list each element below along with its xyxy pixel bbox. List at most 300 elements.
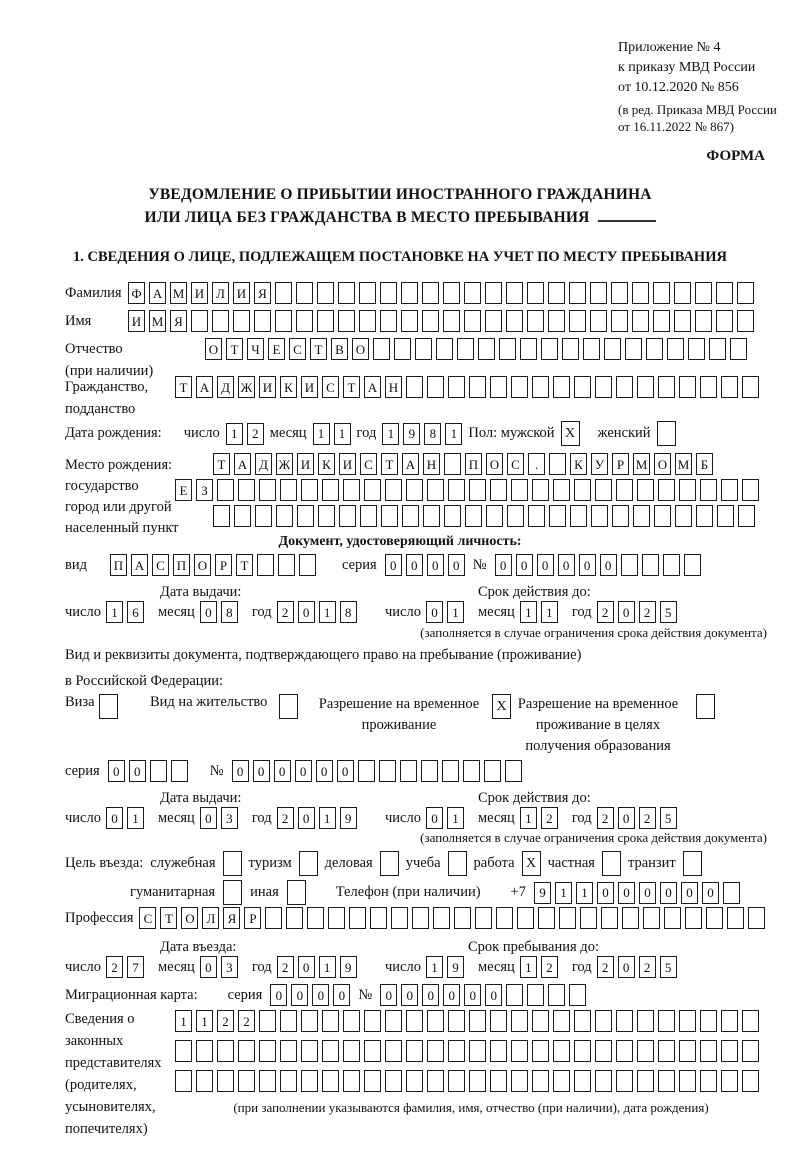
char-cell[interactable]: [663, 554, 680, 576]
char-cell[interactable]: [380, 310, 397, 332]
char-cell[interactable]: 1: [382, 423, 399, 445]
char-cell[interactable]: [595, 1040, 612, 1062]
char-cell[interactable]: [469, 1070, 486, 1092]
char-cell[interactable]: [401, 310, 418, 332]
char-cell[interactable]: [511, 1010, 528, 1032]
char-cell[interactable]: 0: [295, 760, 312, 782]
char-cell[interactable]: [359, 282, 376, 304]
char-cell[interactable]: 2: [217, 1010, 234, 1032]
char-cell[interactable]: [370, 907, 387, 929]
char-cell[interactable]: 0: [274, 760, 291, 782]
char-cell[interactable]: [196, 1040, 213, 1062]
char-cell[interactable]: 0: [660, 882, 677, 904]
char-cell[interactable]: [464, 310, 481, 332]
char-cell[interactable]: [721, 479, 738, 501]
char-cell[interactable]: [276, 505, 293, 527]
char-cell[interactable]: [737, 282, 754, 304]
char-cell[interactable]: [511, 1040, 528, 1062]
char-cell[interactable]: [532, 1070, 549, 1092]
char-cell[interactable]: [696, 505, 713, 527]
char-cell[interactable]: 0: [618, 601, 635, 623]
char-cell[interactable]: [574, 376, 591, 398]
char-cell[interactable]: [532, 1010, 549, 1032]
char-cell[interactable]: [490, 479, 507, 501]
char-cell[interactable]: 2: [277, 956, 294, 978]
char-cell[interactable]: [602, 851, 621, 876]
char-cell[interactable]: [391, 907, 408, 929]
char-cell[interactable]: [553, 1010, 570, 1032]
char-cell[interactable]: 3: [221, 807, 238, 829]
char-cell[interactable]: А: [402, 453, 419, 475]
char-cell[interactable]: [406, 376, 423, 398]
char-cell[interactable]: [343, 1070, 360, 1092]
char-cell[interactable]: [616, 1040, 633, 1062]
char-cell[interactable]: 2: [597, 601, 614, 623]
char-cell[interactable]: [674, 282, 691, 304]
char-cell[interactable]: [559, 907, 576, 929]
char-cell[interactable]: [338, 310, 355, 332]
char-cell[interactable]: 0: [200, 601, 217, 623]
char-cell[interactable]: [706, 907, 723, 929]
char-cell[interactable]: 0: [464, 984, 481, 1006]
char-cell[interactable]: [343, 1010, 360, 1032]
char-cell[interactable]: 0: [108, 760, 125, 782]
char-cell[interactable]: 0: [270, 984, 287, 1006]
char-cell[interactable]: [359, 310, 376, 332]
char-cell[interactable]: 2: [597, 956, 614, 978]
char-cell[interactable]: [637, 1070, 654, 1092]
char-cell[interactable]: [301, 1040, 318, 1062]
char-cell[interactable]: [742, 479, 759, 501]
char-cell[interactable]: [465, 505, 482, 527]
char-cell[interactable]: Я: [254, 282, 271, 304]
char-cell[interactable]: Т: [160, 907, 177, 929]
char-cell[interactable]: [548, 310, 565, 332]
char-cell[interactable]: 8: [221, 601, 238, 623]
char-cell[interactable]: [317, 282, 334, 304]
char-cell[interactable]: [402, 505, 419, 527]
char-cell[interactable]: [364, 479, 381, 501]
char-cell[interactable]: Т: [381, 453, 398, 475]
char-cell[interactable]: [296, 310, 313, 332]
char-cell[interactable]: [700, 376, 717, 398]
char-cell[interactable]: 5: [660, 601, 677, 623]
char-cell[interactable]: [727, 907, 744, 929]
char-cell[interactable]: Л: [212, 282, 229, 304]
char-cell[interactable]: Т: [236, 554, 253, 576]
char-cell[interactable]: [322, 1040, 339, 1062]
char-cell[interactable]: 3: [221, 956, 238, 978]
char-cell[interactable]: [532, 376, 549, 398]
char-cell[interactable]: 1: [520, 807, 537, 829]
char-cell[interactable]: [275, 310, 292, 332]
char-cell[interactable]: 2: [277, 601, 294, 623]
char-cell[interactable]: И: [128, 310, 145, 332]
char-cell[interactable]: [379, 760, 396, 782]
char-cell[interactable]: К: [280, 376, 297, 398]
char-cell[interactable]: [541, 338, 558, 360]
char-cell[interactable]: [299, 851, 318, 876]
char-cell[interactable]: Р: [215, 554, 232, 576]
char-cell[interactable]: [748, 907, 765, 929]
char-cell[interactable]: [553, 479, 570, 501]
char-cell[interactable]: 0: [200, 807, 217, 829]
char-cell[interactable]: [723, 882, 740, 904]
char-cell[interactable]: 0: [426, 807, 443, 829]
char-cell[interactable]: [574, 1070, 591, 1092]
char-cell[interactable]: 0: [618, 956, 635, 978]
char-cell[interactable]: [343, 479, 360, 501]
char-cell[interactable]: [730, 338, 747, 360]
char-cell[interactable]: Т: [175, 376, 192, 398]
char-cell[interactable]: [511, 479, 528, 501]
char-cell[interactable]: С: [139, 907, 156, 929]
char-cell[interactable]: [490, 1070, 507, 1092]
char-cell[interactable]: 6: [127, 601, 144, 623]
char-cell[interactable]: [595, 1010, 612, 1032]
char-cell[interactable]: М: [675, 453, 692, 475]
char-cell[interactable]: [532, 479, 549, 501]
char-cell[interactable]: [338, 282, 355, 304]
char-cell[interactable]: [233, 310, 250, 332]
char-cell[interactable]: [412, 907, 429, 929]
char-cell[interactable]: [583, 338, 600, 360]
char-cell[interactable]: [625, 338, 642, 360]
char-cell[interactable]: Л: [202, 907, 219, 929]
char-cell[interactable]: [490, 376, 507, 398]
char-cell[interactable]: [238, 1040, 255, 1062]
char-cell[interactable]: [570, 505, 587, 527]
char-cell[interactable]: [322, 1010, 339, 1032]
char-cell[interactable]: Ж: [276, 453, 293, 475]
char-cell[interactable]: 2: [238, 1010, 255, 1032]
char-cell[interactable]: [469, 376, 486, 398]
char-cell[interactable]: 8: [424, 423, 441, 445]
char-cell[interactable]: [364, 1070, 381, 1092]
char-cell[interactable]: [381, 505, 398, 527]
char-cell[interactable]: [553, 376, 570, 398]
char-cell[interactable]: [343, 1040, 360, 1062]
char-cell[interactable]: [444, 453, 461, 475]
char-cell[interactable]: 1: [445, 423, 462, 445]
char-cell[interactable]: 0: [129, 760, 146, 782]
char-cell[interactable]: 1: [127, 807, 144, 829]
char-cell[interactable]: [653, 282, 670, 304]
char-cell[interactable]: [601, 907, 618, 929]
char-cell[interactable]: [507, 505, 524, 527]
char-cell[interactable]: И: [233, 282, 250, 304]
char-cell[interactable]: 1: [576, 882, 593, 904]
char-cell[interactable]: 1: [226, 423, 243, 445]
char-cell[interactable]: [622, 907, 639, 929]
char-cell[interactable]: [286, 907, 303, 929]
char-cell[interactable]: 0: [681, 882, 698, 904]
char-cell[interactable]: [700, 479, 717, 501]
char-cell[interactable]: [427, 1010, 444, 1032]
char-cell[interactable]: 0: [312, 984, 329, 1006]
char-cell[interactable]: [427, 479, 444, 501]
char-cell[interactable]: Н: [423, 453, 440, 475]
char-cell[interactable]: [679, 376, 696, 398]
char-cell[interactable]: [658, 1010, 675, 1032]
char-cell[interactable]: [742, 376, 759, 398]
char-cell[interactable]: 9: [340, 956, 357, 978]
char-cell[interactable]: К: [318, 453, 335, 475]
char-cell[interactable]: [506, 282, 523, 304]
char-cell[interactable]: [595, 1070, 612, 1092]
char-cell[interactable]: А: [149, 282, 166, 304]
char-cell[interactable]: [612, 505, 629, 527]
char-cell[interactable]: 0: [253, 760, 270, 782]
char-cell[interactable]: [422, 282, 439, 304]
char-cell[interactable]: Я: [223, 907, 240, 929]
char-cell[interactable]: Ч: [247, 338, 264, 360]
char-cell[interactable]: [339, 505, 356, 527]
char-cell[interactable]: [171, 760, 188, 782]
char-cell[interactable]: [721, 1040, 738, 1062]
char-cell[interactable]: 0: [298, 807, 315, 829]
char-cell[interactable]: 9: [447, 956, 464, 978]
char-cell[interactable]: [505, 760, 522, 782]
char-cell[interactable]: О: [205, 338, 222, 360]
char-cell[interactable]: [427, 1070, 444, 1092]
char-cell[interactable]: 2: [541, 807, 558, 829]
char-cell[interactable]: А: [234, 453, 251, 475]
char-cell[interactable]: [150, 760, 167, 782]
char-cell[interactable]: [679, 1070, 696, 1092]
char-cell[interactable]: [658, 1070, 675, 1092]
char-cell[interactable]: [421, 760, 438, 782]
char-cell[interactable]: [637, 479, 654, 501]
char-cell[interactable]: 0: [333, 984, 350, 1006]
char-cell[interactable]: 0: [401, 984, 418, 1006]
char-cell[interactable]: [664, 907, 681, 929]
char-cell[interactable]: [742, 1070, 759, 1092]
char-cell[interactable]: [448, 851, 467, 876]
char-cell[interactable]: 0: [298, 956, 315, 978]
char-cell[interactable]: Т: [226, 338, 243, 360]
char-cell[interactable]: [716, 282, 733, 304]
char-cell[interactable]: [721, 376, 738, 398]
char-cell[interactable]: [223, 851, 242, 876]
char-cell[interactable]: 9: [534, 882, 551, 904]
char-cell[interactable]: 2: [247, 423, 264, 445]
char-cell[interactable]: [485, 310, 502, 332]
char-cell[interactable]: [738, 505, 755, 527]
char-cell[interactable]: 7: [127, 956, 144, 978]
char-cell[interactable]: [301, 479, 318, 501]
char-cell[interactable]: Р: [244, 907, 261, 929]
char-cell[interactable]: 0: [106, 807, 123, 829]
char-cell[interactable]: И: [339, 453, 356, 475]
char-cell[interactable]: 1: [541, 601, 558, 623]
char-cell[interactable]: [685, 907, 702, 929]
char-cell[interactable]: 0: [200, 956, 217, 978]
char-cell[interactable]: [322, 479, 339, 501]
char-cell[interactable]: [385, 1040, 402, 1062]
char-cell[interactable]: 1: [313, 423, 330, 445]
char-cell[interactable]: А: [196, 376, 213, 398]
char-cell[interactable]: [616, 1070, 633, 1092]
char-cell[interactable]: 1: [175, 1010, 192, 1032]
char-cell[interactable]: [99, 694, 118, 719]
char-cell[interactable]: Д: [217, 376, 234, 398]
char-cell[interactable]: [527, 310, 544, 332]
char-cell[interactable]: [675, 505, 692, 527]
char-cell[interactable]: [360, 505, 377, 527]
char-cell[interactable]: 0: [385, 554, 402, 576]
char-cell[interactable]: [548, 282, 565, 304]
char-cell[interactable]: [433, 907, 450, 929]
char-cell[interactable]: [257, 554, 274, 576]
char-cell[interactable]: 0: [495, 554, 512, 576]
char-cell[interactable]: [683, 851, 702, 876]
char-cell[interactable]: [217, 1070, 234, 1092]
char-cell[interactable]: X: [522, 851, 541, 876]
char-cell[interactable]: [695, 282, 712, 304]
char-cell[interactable]: [595, 376, 612, 398]
char-cell[interactable]: [499, 338, 516, 360]
char-cell[interactable]: [721, 1070, 738, 1092]
char-cell[interactable]: [700, 1010, 717, 1032]
char-cell[interactable]: И: [297, 453, 314, 475]
char-cell[interactable]: С: [152, 554, 169, 576]
char-cell[interactable]: [217, 1040, 234, 1062]
char-cell[interactable]: [642, 554, 659, 576]
char-cell[interactable]: [486, 505, 503, 527]
char-cell[interactable]: [299, 554, 316, 576]
char-cell[interactable]: [527, 282, 544, 304]
char-cell[interactable]: 1: [196, 1010, 213, 1032]
char-cell[interactable]: [259, 1070, 276, 1092]
char-cell[interactable]: [454, 907, 471, 929]
char-cell[interactable]: [457, 338, 474, 360]
char-cell[interactable]: [349, 907, 366, 929]
char-cell[interactable]: [562, 338, 579, 360]
char-cell[interactable]: [604, 338, 621, 360]
char-cell[interactable]: 0: [702, 882, 719, 904]
char-cell[interactable]: [191, 310, 208, 332]
char-cell[interactable]: П: [173, 554, 190, 576]
char-cell[interactable]: 1: [319, 807, 336, 829]
char-cell[interactable]: 0: [232, 760, 249, 782]
char-cell[interactable]: [175, 1040, 192, 1062]
char-cell[interactable]: [517, 907, 534, 929]
char-cell[interactable]: 1: [319, 601, 336, 623]
char-cell[interactable]: [394, 338, 411, 360]
char-cell[interactable]: [742, 1010, 759, 1032]
char-cell[interactable]: .: [528, 453, 545, 475]
char-cell[interactable]: [280, 479, 297, 501]
char-cell[interactable]: [448, 479, 465, 501]
char-cell[interactable]: К: [570, 453, 587, 475]
char-cell[interactable]: 9: [340, 807, 357, 829]
char-cell[interactable]: З: [196, 479, 213, 501]
char-cell[interactable]: [637, 1040, 654, 1062]
char-cell[interactable]: [287, 880, 306, 905]
char-cell[interactable]: 1: [319, 956, 336, 978]
char-cell[interactable]: [436, 338, 453, 360]
char-cell[interactable]: [443, 282, 460, 304]
char-cell[interactable]: 9: [403, 423, 420, 445]
char-cell[interactable]: [415, 338, 432, 360]
char-cell[interactable]: [380, 851, 399, 876]
char-cell[interactable]: [696, 694, 715, 719]
char-cell[interactable]: [475, 907, 492, 929]
char-cell[interactable]: [275, 282, 292, 304]
char-cell[interactable]: [688, 338, 705, 360]
char-cell[interactable]: 2: [597, 807, 614, 829]
char-cell[interactable]: 0: [579, 554, 596, 576]
char-cell[interactable]: Р: [612, 453, 629, 475]
char-cell[interactable]: И: [301, 376, 318, 398]
char-cell[interactable]: С: [360, 453, 377, 475]
char-cell[interactable]: [633, 505, 650, 527]
char-cell[interactable]: [616, 1010, 633, 1032]
char-cell[interactable]: [385, 1070, 402, 1092]
char-cell[interactable]: 8: [340, 601, 357, 623]
char-cell[interactable]: О: [181, 907, 198, 929]
char-cell[interactable]: [427, 1040, 444, 1062]
char-cell[interactable]: [553, 1040, 570, 1062]
char-cell[interactable]: [679, 479, 696, 501]
char-cell[interactable]: [674, 310, 691, 332]
char-cell[interactable]: 1: [106, 601, 123, 623]
char-cell[interactable]: [297, 505, 314, 527]
char-cell[interactable]: [553, 1070, 570, 1092]
char-cell[interactable]: 0: [337, 760, 354, 782]
char-cell[interactable]: М: [633, 453, 650, 475]
char-cell[interactable]: 1: [334, 423, 351, 445]
char-cell[interactable]: 0: [600, 554, 617, 576]
char-cell[interactable]: 0: [639, 882, 656, 904]
char-cell[interactable]: 5: [660, 807, 677, 829]
char-cell[interactable]: [490, 1040, 507, 1062]
char-cell[interactable]: [549, 453, 566, 475]
char-cell[interactable]: [380, 282, 397, 304]
char-cell[interactable]: 0: [516, 554, 533, 576]
char-cell[interactable]: В: [331, 338, 348, 360]
char-cell[interactable]: [569, 282, 586, 304]
char-cell[interactable]: 0: [426, 601, 443, 623]
char-cell[interactable]: [442, 760, 459, 782]
char-cell[interactable]: [448, 1040, 465, 1062]
char-cell[interactable]: 0: [380, 984, 397, 1006]
char-cell[interactable]: [259, 479, 276, 501]
char-cell[interactable]: [716, 310, 733, 332]
char-cell[interactable]: [700, 1040, 717, 1062]
char-cell[interactable]: А: [131, 554, 148, 576]
char-cell[interactable]: [358, 760, 375, 782]
char-cell[interactable]: 0: [558, 554, 575, 576]
char-cell[interactable]: [301, 1010, 318, 1032]
char-cell[interactable]: 0: [448, 554, 465, 576]
char-cell[interactable]: 1: [520, 956, 537, 978]
char-cell[interactable]: [469, 1040, 486, 1062]
char-cell[interactable]: [532, 1040, 549, 1062]
char-cell[interactable]: [569, 310, 586, 332]
char-cell[interactable]: [307, 907, 324, 929]
char-cell[interactable]: 0: [291, 984, 308, 1006]
char-cell[interactable]: [175, 1070, 192, 1092]
char-cell[interactable]: Ж: [238, 376, 255, 398]
char-cell[interactable]: 2: [639, 807, 656, 829]
char-cell[interactable]: [301, 1070, 318, 1092]
char-cell[interactable]: [238, 1070, 255, 1092]
char-cell[interactable]: [406, 1040, 423, 1062]
char-cell[interactable]: [444, 505, 461, 527]
char-cell[interactable]: [279, 694, 298, 719]
